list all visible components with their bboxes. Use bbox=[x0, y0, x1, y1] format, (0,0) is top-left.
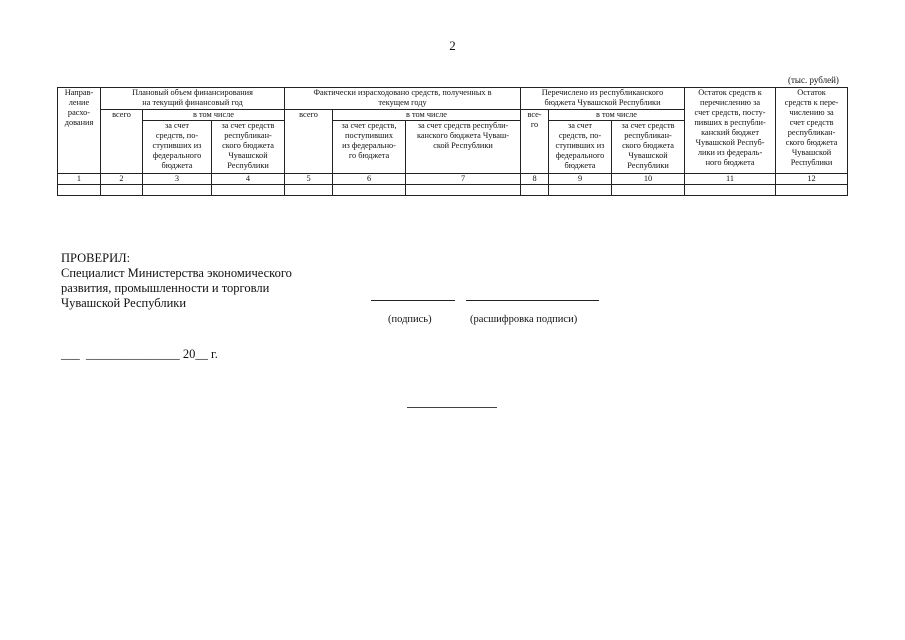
header-transferred-federal: за счет средств, по- ступивших из федерального бюджета bbox=[549, 121, 612, 174]
empty-cell[interactable] bbox=[406, 185, 521, 196]
header-planned-including: в том числе bbox=[143, 110, 285, 121]
header-spent-total: всего bbox=[285, 110, 333, 121]
header-spent-total-cont bbox=[285, 121, 333, 174]
empty-cell[interactable] bbox=[143, 185, 212, 196]
empty-cell[interactable] bbox=[285, 185, 333, 196]
header-actually-spent: Фактически израсходовано средств, полученных в текущем году bbox=[285, 88, 521, 110]
header-spent-federal: за счет средств, поступивших из федерально- го бюджета bbox=[333, 121, 406, 174]
column-number: 7 bbox=[406, 174, 521, 185]
empty-cell[interactable] bbox=[521, 185, 549, 196]
header-transferred-republic: за счет средств республикан- ского бюджета Чувашской Республики bbox=[612, 121, 685, 174]
empty-cell[interactable] bbox=[549, 185, 612, 196]
column-number: 11 bbox=[685, 174, 776, 185]
empty-cell[interactable] bbox=[333, 185, 406, 196]
header-planned-total: всего bbox=[101, 110, 143, 121]
column-number: 10 bbox=[612, 174, 685, 185]
header-remainder-federal: Остаток средств к перечислению за счет средств, посту- пивших в республи- канский бюджет Чувашской Респуб- лики из федераль- ного бюджета bbox=[685, 88, 776, 174]
column-number: 3 bbox=[143, 174, 212, 185]
column-number: 2 bbox=[101, 174, 143, 185]
header-planned-federal: за счет средств, по- ступивших из федерального бюджета bbox=[143, 121, 212, 174]
header-planned-financing: Плановый объем финансирования на текущий финансовый год bbox=[101, 88, 285, 110]
financing-report-table bbox=[57, 87, 848, 196]
checked-title: ПРОВЕРИЛ: bbox=[61, 251, 131, 265]
page-number: 2 bbox=[449, 38, 456, 53]
header-transferred-including: в том числе bbox=[549, 110, 685, 121]
units-label: (тыс. рублей) bbox=[788, 75, 839, 85]
header-planned-republic: за счет средств республикан- ского бюджета Чувашской Республики bbox=[212, 121, 285, 174]
signature-caption: (подпись) bbox=[388, 314, 432, 325]
approver-position: Специалист Министерства экономического развития, промышленности и торговли Чувашской Республики bbox=[61, 266, 292, 310]
empty-cell[interactable] bbox=[101, 185, 143, 196]
empty-cell[interactable] bbox=[685, 185, 776, 196]
signature-decoding-line[interactable] bbox=[466, 300, 599, 301]
empty-cell[interactable] bbox=[58, 185, 101, 196]
column-number: 1 bbox=[58, 174, 101, 185]
column-number: 6 bbox=[333, 174, 406, 185]
signature-line[interactable] bbox=[371, 300, 455, 301]
column-number: 12 bbox=[776, 174, 848, 185]
empty-cell[interactable] bbox=[776, 185, 848, 196]
date-line: ___ _______________ 20__ г. bbox=[61, 347, 218, 361]
header-spent-republic: за счет средств республи- канского бюджета Чуваш- ской Республики bbox=[406, 121, 521, 174]
header-transferred-total: все- го bbox=[521, 110, 549, 174]
header-remainder-republic: Остаток средств к пере- числению за счет средств республикан- ского бюджета Чувашской Республики bbox=[776, 88, 848, 174]
empty-cell[interactable] bbox=[212, 185, 285, 196]
header-direction: Направ- ление расхо- дования bbox=[58, 88, 101, 174]
empty-cell[interactable] bbox=[612, 185, 685, 196]
header-planned-total-cont bbox=[101, 121, 143, 174]
approval-block bbox=[61, 251, 292, 311]
footer-divider bbox=[407, 407, 497, 408]
signature-decoding-caption: (расшифровка подписи) bbox=[470, 314, 578, 325]
column-number: 9 bbox=[549, 174, 612, 185]
header-transferred: Перечислено из республиканского бюджета Чувашской Республики bbox=[521, 88, 685, 110]
column-number: 4 bbox=[212, 174, 285, 185]
column-number: 8 bbox=[521, 174, 549, 185]
column-number: 5 bbox=[285, 174, 333, 185]
header-spent-including: в том числе bbox=[333, 110, 521, 121]
